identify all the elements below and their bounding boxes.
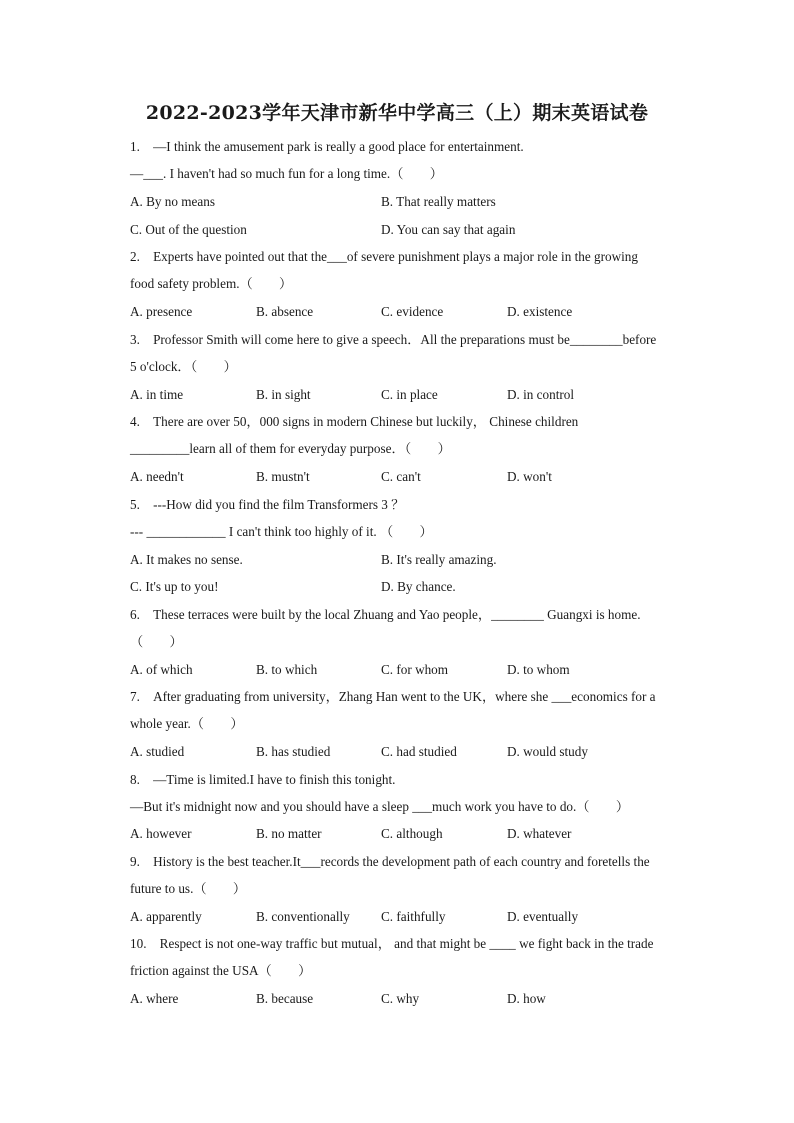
question-3-option-a[interactable]: A. in time xyxy=(130,387,184,402)
question-8-option-b[interactable]: B. no matter xyxy=(256,826,322,841)
question-3-option-d[interactable]: D. in control xyxy=(507,387,575,402)
question-5-option-b[interactable]: B. It's really amazing. xyxy=(381,552,497,567)
question-9-option-b[interactable]: B. conventionally xyxy=(256,909,350,924)
question-7-option-b[interactable]: B. has studied xyxy=(256,744,331,759)
question-4-option-b[interactable]: B. mustn't xyxy=(256,469,310,484)
question-3-option-c[interactable]: C. in place xyxy=(381,387,438,402)
question-9-line-2: future to us.（ ） xyxy=(130,881,247,896)
question-5-option-d[interactable]: D. By chance. xyxy=(381,579,456,594)
question-8-line-2: —But it's midnight now and you should have a sleep ___much work you have to do.（ ） xyxy=(130,799,630,814)
question-4-option-d[interactable]: D. won't xyxy=(507,469,552,484)
question-9-line-1: 9. History is the best teacher.It___records the development path of each country and foretells the xyxy=(130,854,650,869)
question-6-line-2: （ ） xyxy=(130,634,183,649)
question-3-line-2: 5 o'clock．（ ） xyxy=(130,359,237,374)
question-2-line-1: 2. Experts have pointed out that the___of severe punishment plays a major role in the growing xyxy=(130,249,638,264)
question-10-line-2: friction against the USA（ ） xyxy=(130,963,312,978)
question-5-option-c[interactable]: C. It's up to you! xyxy=(130,579,219,594)
question-9-option-d[interactable]: D. eventually xyxy=(507,909,579,924)
question-6-option-d[interactable]: D. to whom xyxy=(507,662,570,677)
question-10-line-1: 10. Respect is not one-way traffic but mutual， and that might be ____ we fight back in the trade xyxy=(130,936,654,951)
question-7-option-d[interactable]: D. would study xyxy=(507,744,588,759)
question-4-line-1: 4. There are over 50，000 signs in modern Chinese but luckily， Chinese children xyxy=(130,414,579,429)
question-3-line-1: 3. Professor Smith will come here to give a speech．All the preparations must be________before xyxy=(130,332,657,347)
question-6-option-b[interactable]: B. to which xyxy=(256,662,318,677)
page-title: 2022-2023学年天津市新华中学高三（上）期末英语试卷 xyxy=(145,102,649,124)
question-1-option-d[interactable]: D. You can say that again xyxy=(381,222,516,237)
question-1-option-b[interactable]: B. That really matters xyxy=(381,194,496,209)
question-1-option-a[interactable]: A. By no means xyxy=(130,194,215,209)
question-8-option-d[interactable]: D. whatever xyxy=(507,826,572,841)
question-10-option-d[interactable]: D. how xyxy=(507,991,546,1006)
question-2-option-c[interactable]: C. evidence xyxy=(381,304,444,319)
question-1-option-c[interactable]: C. Out of the question xyxy=(130,222,247,237)
question-6-option-a[interactable]: A. of which xyxy=(130,662,193,677)
question-4-line-2: _________learn all of them for everyday purpose．（ ） xyxy=(130,441,451,456)
question-1-line-2: —___. I haven't had so much fun for a long time.（ ） xyxy=(130,166,443,181)
question-10-option-c[interactable]: C. why xyxy=(381,991,420,1006)
question-10-option-a[interactable]: A. where xyxy=(130,991,179,1006)
question-7-line-2: whole year.（ ） xyxy=(130,716,244,731)
question-9-option-c[interactable]: C. faithfully xyxy=(381,909,446,924)
question-7-option-a[interactable]: A. studied xyxy=(130,744,185,759)
question-5-line-2: --- ____________ I can't think too highly of it. （ ） xyxy=(130,524,433,539)
question-7-line-1: 7. After graduating from university，Zhang Han went to the UK，where she ___economics for a xyxy=(130,689,656,704)
question-2-option-d[interactable]: D. existence xyxy=(507,304,573,319)
question-2-option-a[interactable]: A. presence xyxy=(130,304,193,319)
question-8-line-1: 8. —Time is limited.I have to finish this tonight. xyxy=(130,772,396,787)
question-7-option-c[interactable]: C. had studied xyxy=(381,744,457,759)
question-9-option-a[interactable]: A. apparently xyxy=(130,909,202,924)
question-5-line-1: 5. ---How did you find the film Transformers 3 ？ xyxy=(130,497,405,512)
question-3-option-b[interactable]: B. in sight xyxy=(256,387,311,402)
question-5-option-a[interactable]: A. It makes no sense. xyxy=(130,552,243,567)
question-8-option-c[interactable]: C. although xyxy=(381,826,443,841)
question-4-option-a[interactable]: A. needn't xyxy=(130,469,184,484)
question-8-option-a[interactable]: A. however xyxy=(130,826,192,841)
question-6-option-c[interactable]: C. for whom xyxy=(381,662,449,677)
question-10-option-b[interactable]: B. because xyxy=(256,991,314,1006)
question-2-line-2: food safety problem.（ ） xyxy=(130,276,293,291)
question-4-option-c[interactable]: C. can't xyxy=(381,469,421,484)
question-2-option-b[interactable]: B. absence xyxy=(256,304,314,319)
question-6-line-1: 6. These terraces were built by the local Zhuang and Yao people，________ Guangxi is home. xyxy=(130,607,641,622)
question-1-line-1: 1. —I think the amusement park is really a good place for entertainment. xyxy=(130,139,524,154)
